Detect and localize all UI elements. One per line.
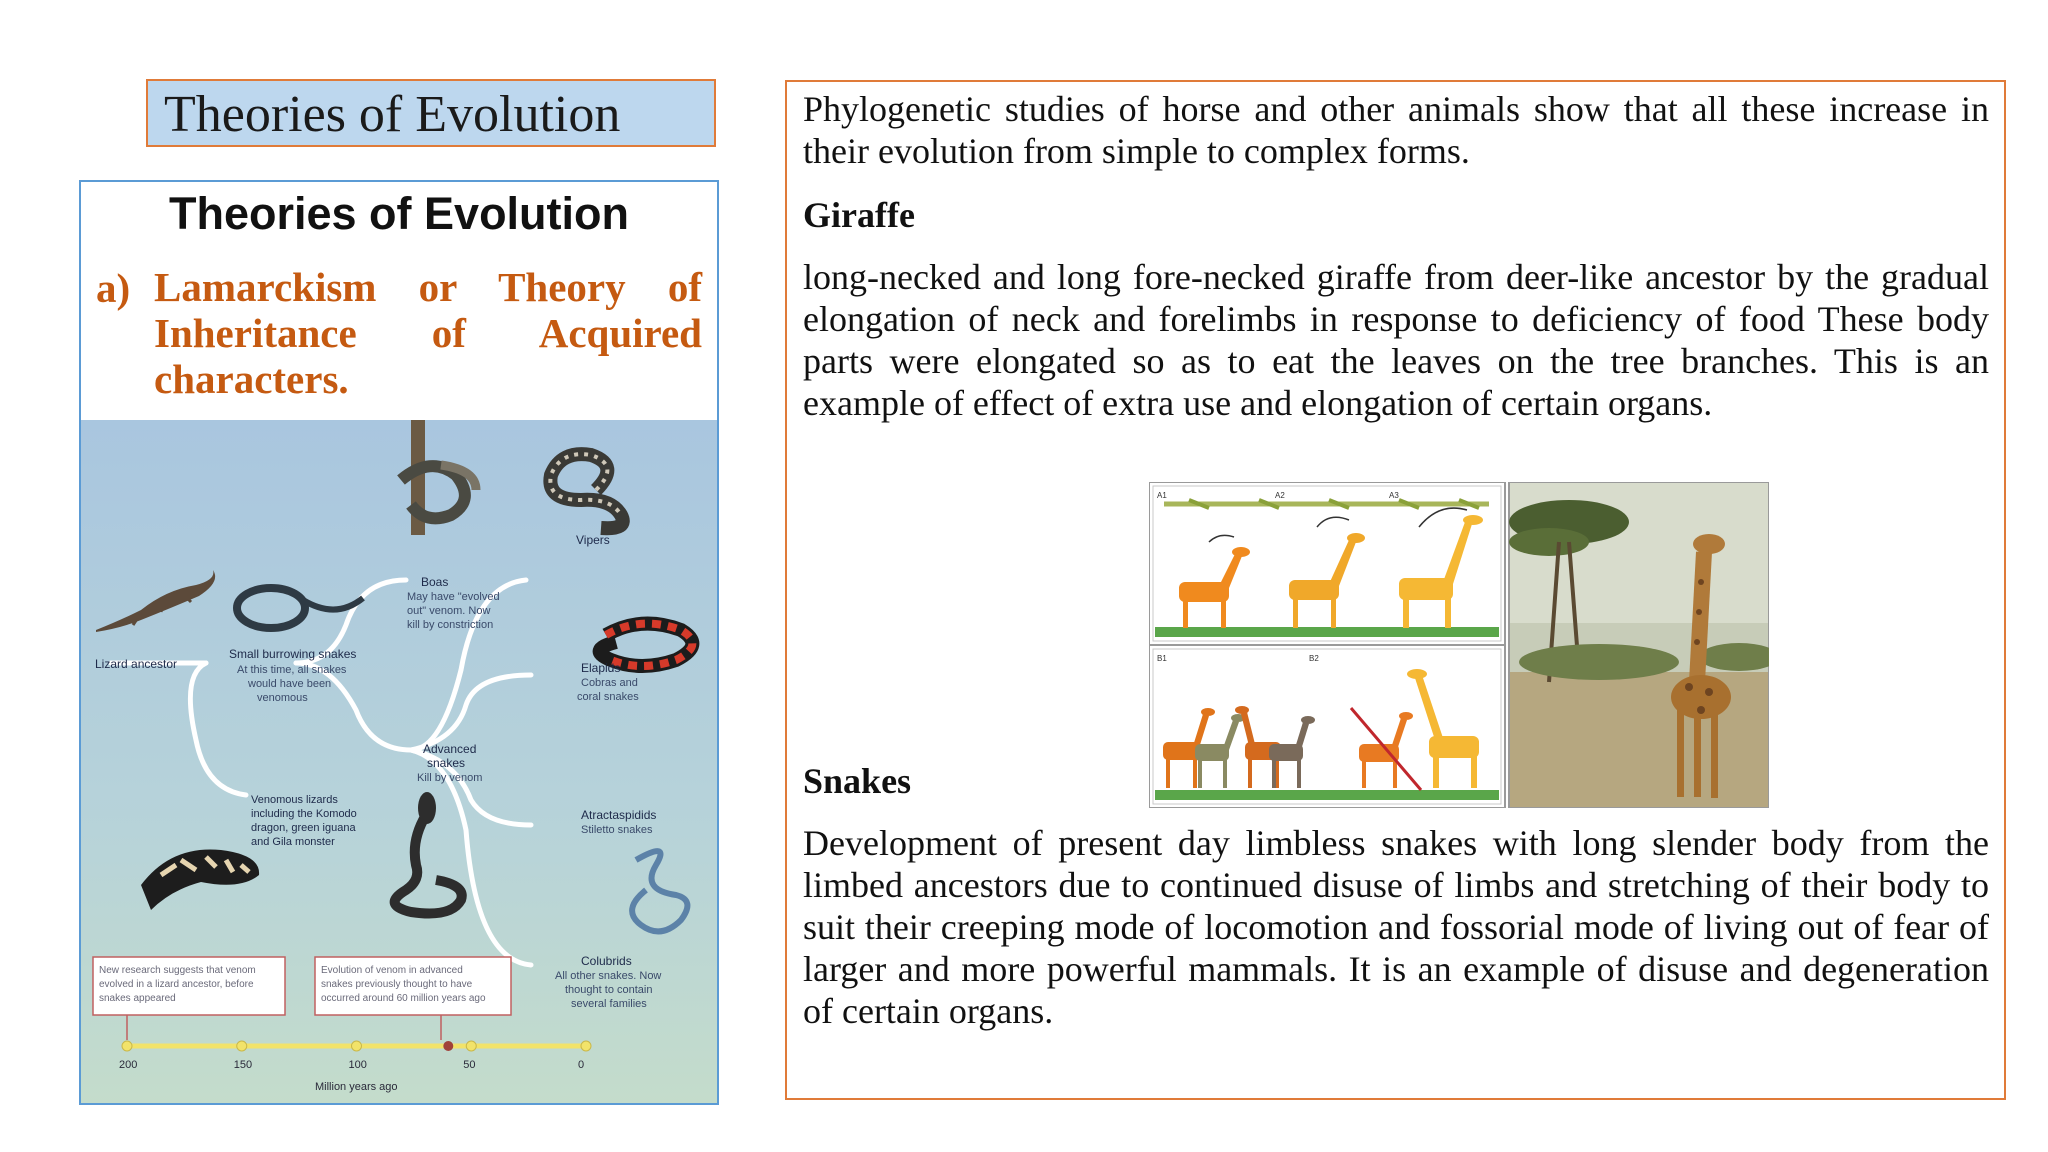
burrowing-note-line: would have been (248, 678, 332, 690)
timeline-tick-marker (237, 1041, 247, 1051)
lizard-ancestor-label: Lizard ancestor (95, 657, 178, 671)
panel-label-b1: B1 (1157, 654, 1167, 663)
timeline-tick-marker (122, 1041, 132, 1051)
timeline-tick-label: 200 (119, 1059, 138, 1071)
panel-label-a1: A1 (1157, 491, 1167, 500)
timeline-caption: Million years ago (315, 1081, 398, 1093)
snakes-paragraph: Development of present day limbless snakes with long slender body from the limbed ancestors due to continued disuse of limbs and stretching of their body to suit their creeping mode of locomotion and fossorial mode of living out of fear of larger and more powerful mammals. It is an example of disuse and degeneration of certain organs. (803, 823, 1989, 1031)
left-panel-header (81, 182, 717, 420)
list-item-letter: a) (96, 265, 131, 311)
burrowing-note-line: At this time, all snakes (237, 664, 347, 676)
note-right-line: Evolution of venom in advanced (321, 965, 463, 976)
colubrids-note-line: several families (571, 998, 647, 1010)
slide-title-box (146, 79, 716, 147)
giraffe-figure (1149, 482, 1769, 808)
giraffe-heading: Giraffe (803, 195, 915, 235)
panel-label-a3: A3 (1389, 491, 1399, 500)
elapids-note-line: Cobras and (581, 677, 638, 689)
colubrids-note-line: thought to contain (565, 984, 653, 996)
giraffe-photo (1509, 482, 1769, 808)
boas-note-line: out" venom. Now (407, 605, 491, 617)
timeline-tick-marker (466, 1041, 476, 1051)
right-panel (785, 80, 2006, 1100)
venomous-lizards-line: Venomous lizards (251, 794, 338, 806)
timeline-tick-label: 50 (463, 1059, 476, 1071)
left-panel (79, 180, 719, 1105)
colubrids-note-line: All other snakes. Now (555, 970, 662, 982)
timeline-tick-marker (581, 1041, 591, 1051)
advanced-snakes-note: Kill by venom (417, 772, 483, 784)
advanced-snakes-label: snakes (427, 756, 466, 770)
boas-note-line: kill by constriction (407, 619, 494, 631)
atractaspidids-label: Atractaspidids (581, 808, 657, 822)
note-right-line: occurred around 60 million years ago (321, 993, 486, 1004)
note-box-right (315, 957, 511, 1015)
elapids-label: Elapids (581, 661, 621, 675)
venomous-lizards-line: and Gila monster (251, 836, 335, 848)
note-right-line: snakes previously thought to have (321, 979, 473, 990)
lamarckism-item: Lamarckism or Theory of Inheritance of Acquired characters. (154, 264, 702, 402)
timeline-tick-marker (352, 1041, 362, 1051)
advanced-snakes-label: Advanced (423, 742, 477, 756)
note-left-line: evolved in a lizard ancestor, before (99, 979, 254, 990)
intro-paragraph: Phylogenetic studies of horse and other animals show that all these increase in their evolution from simple to complex forms. (803, 89, 1989, 171)
vipers-label: Vipers (576, 533, 610, 547)
timeline-tick-label: 0 (578, 1059, 585, 1071)
panel-label-b2: B2 (1309, 654, 1319, 663)
atractaspidids-note: Stiletto snakes (581, 824, 653, 836)
snakes-heading: Snakes (803, 761, 912, 801)
note-left-line: snakes appeared (99, 993, 176, 1004)
note-left-line: New research suggests that venom (99, 965, 256, 976)
small-burrowing-snakes-label: Small burrowing snakes (229, 647, 357, 661)
timeline-tick-label: 100 (348, 1059, 367, 1071)
panel-label-a2: A2 (1275, 491, 1285, 500)
venomous-lizards-line: including the Komodo (251, 808, 357, 820)
boas-note-line: May have "evolved (407, 591, 500, 603)
colubrids-label: Colubrids (581, 954, 632, 968)
snake-evolution-figure (81, 420, 717, 1105)
burrowing-note-line: venomous (257, 692, 308, 704)
left-panel-heading: Theories of Evolution (168, 188, 630, 239)
slide-title: Theories of Evolution (164, 86, 621, 143)
elapids-note-line: coral snakes (577, 691, 639, 703)
giraffe-paragraph: long-necked and long fore-necked giraffe from deer-like ancestor by the gradual elongation of neck and forelimbs in response to deficiency of food These body parts were elongated so as to eat the leaves on the tree branches. This is an example of effect of extra use and elongation of certain organs. (803, 257, 1989, 423)
boas-label: Boas (421, 575, 449, 589)
venom-date-marker (443, 1041, 453, 1051)
venomous-lizards-line: dragon, green iguana (251, 822, 356, 834)
timeline-tick-label: 150 (233, 1059, 253, 1071)
note-box-left (93, 957, 285, 1015)
